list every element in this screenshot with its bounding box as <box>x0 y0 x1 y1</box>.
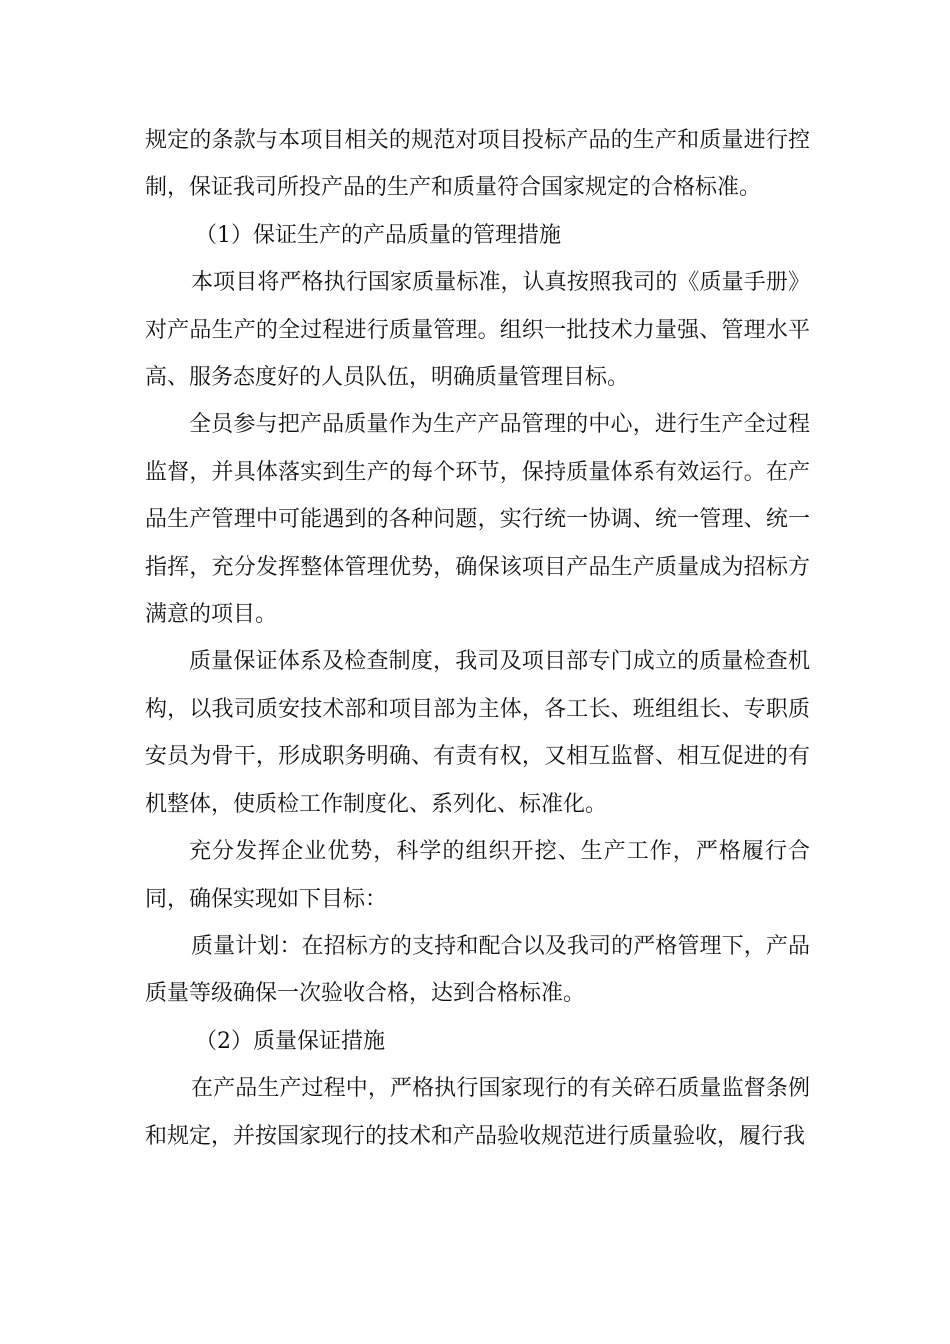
paragraph-continuation: 规定的条款与本项目相关的规范对项目投标产品的生产和质量进行控制，保证我司所投产品的生产和质量符合国家规定的合格标准。 <box>145 128 810 201</box>
paragraph-inspection-system: 质量保证体系及检查制度，我司及项目部专门成立的质量检查机构，以我司质安技术部和项目部为主体，各工长、班组组长、专职质安员为骨干，形成职务明确、有责有权，又相互监督、相互促进的有机整体，使质检工作制度化、系列化、标准化。 <box>145 649 810 817</box>
section-heading-2: （2）质量保证措施 <box>195 1028 385 1054</box>
paragraph-quality-plan: 质量计划：在招标方的支持和配合以及我司的严格管理下，产品质量等级确保一次验收合格，达到合格标准。 <box>145 933 810 1007</box>
paragraph-production-process: 在产品生产过程中，严格执行国家现行的有关碎石质量监督条例和规定，并按国家现行的技术和产品验收规范进行质量验收，履行我 <box>145 1076 810 1149</box>
paragraph-enterprise-advantage: 充分发挥企业优势，科学的组织开挖、生产工作，严格履行合同，确保实现如下目标： <box>145 839 810 912</box>
document-body <box>145 117 810 1160</box>
paragraph-full-participation: 全员参与把产品质量作为生产产品管理的中心，进行生产全过程监督，并具体落实到生产的每个环节，保持质量体系有效运行。在产品生产管理中可能遇到的各种问题，实行统一协调、统一管理、统一指挥，充分发挥整体管理优势，确保该项目产品生产质量成为招标方满意的项目。 <box>145 412 810 628</box>
paragraph-quality-standard: 本项目将严格执行国家质量标准，认真按照我司的《质量手册》对产品生产的全过程进行质量管理。组织一批技术力量强、管理水平高、服务态度好的人员队伍，明确质量管理目标。 <box>145 270 810 391</box>
section-heading-1: （1）保证生产的产品质量的管理措施 <box>195 222 561 248</box>
